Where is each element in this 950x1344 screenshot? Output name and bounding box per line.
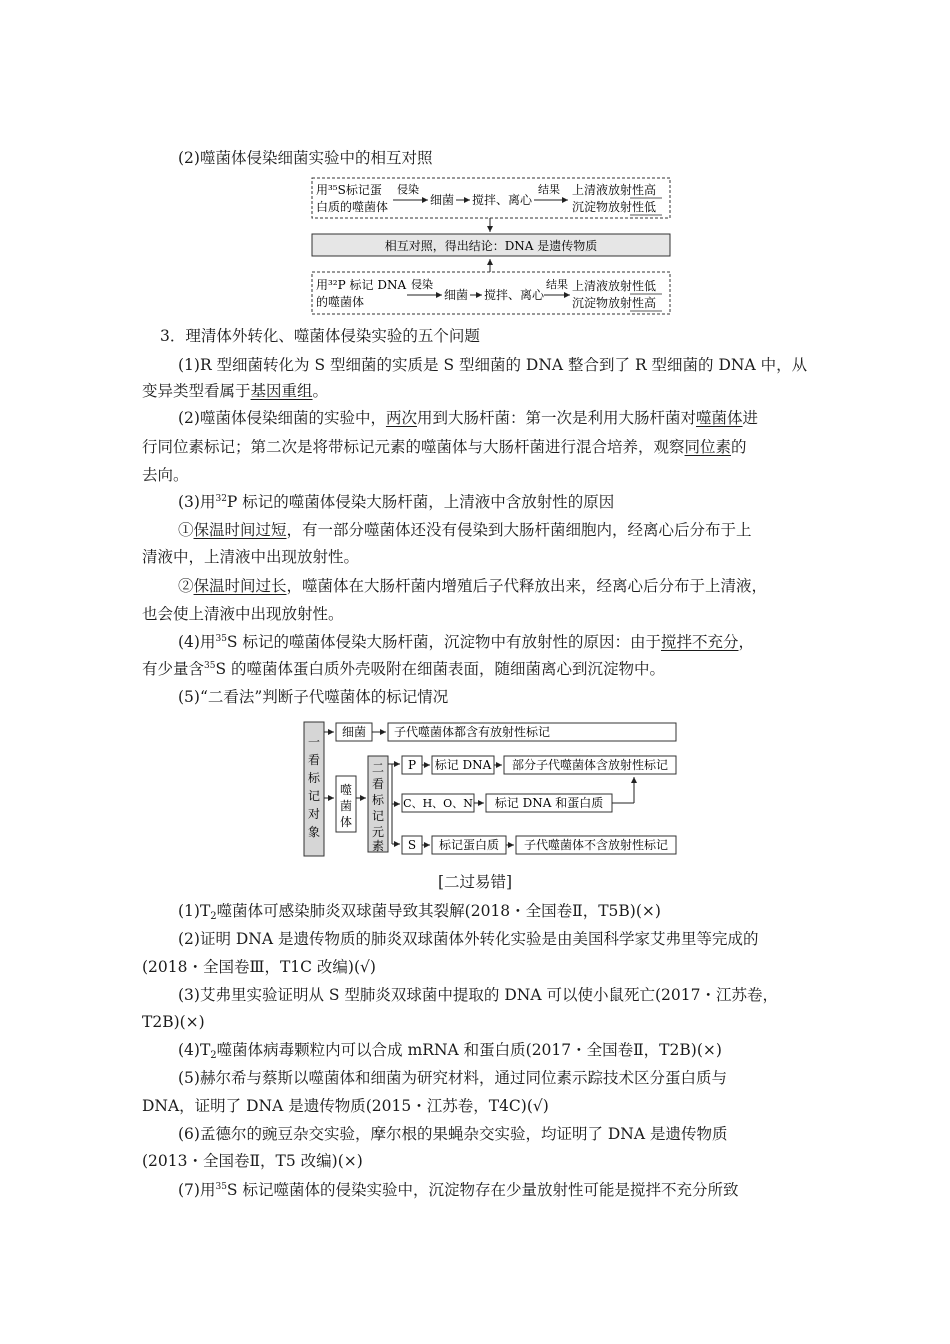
p3-item2-a: ②保温时间过长，噬菌体在大肠杆菌内增殖后子代释放出来，经离心后分布于上清液， <box>178 577 768 595</box>
top-result: 结果 <box>538 183 560 196</box>
svg-text:看: 看 <box>307 753 321 767</box>
bot-result: 结果 <box>546 278 568 291</box>
p3-item1-b: 清液中，上清液中出现放射性。 <box>142 548 360 566</box>
svg-text:噬: 噬 <box>339 783 353 797</box>
p-text: P <box>407 758 417 772</box>
bot-bacteria: 细菌 <box>444 288 469 302</box>
chon-text: C、H、O、N <box>403 797 473 810</box>
p3-item2-b: 也会使上清液中出现放射性。 <box>142 605 344 623</box>
svg-text:对: 对 <box>307 807 321 821</box>
p2-line-b: 行同位素标记；第二次是将带标记元素的噬菌体与大肠杆菌进行混合培养，观察同位素的 <box>142 438 747 456</box>
svg-text:一: 一 <box>307 735 321 749</box>
svg-text:素: 素 <box>371 839 385 853</box>
svg-text:记: 记 <box>307 789 321 803</box>
svg-text:体: 体 <box>339 815 353 829</box>
top-stir: 搅拌、离心 <box>472 193 533 207</box>
bot-stir: 搅拌、离心 <box>484 288 545 302</box>
bot-label-1: 用³²P 标记 DNA <box>316 278 407 292</box>
svg-text:二: 二 <box>371 761 385 775</box>
p3-item1-a: ①保温时间过短，有一部分噬菌体还没有侵染到大肠杆菌细胞内，经离心后分布于上 <box>178 521 752 539</box>
error-3-a: (3)艾弗里实验证明从 S 型肺炎双球菌中提取的 DNA 可以使小鼠死亡(2017・江苏卷， <box>178 986 778 1004</box>
p-result-text: 部分子代噬菌体含放射性标记 <box>511 758 669 772</box>
error-2-b: (2018・全国卷Ⅲ，T1C 改编)(√) <box>142 958 376 976</box>
top-label-2: 白质的噬菌体 <box>316 200 389 214</box>
label-protein-text: 标记蛋白质 <box>438 838 500 852</box>
p3-head: (3)用$^{32}$P 标记的噬菌体侵染大肠杆菌，上清液中含放射性的原因 <box>178 493 615 511</box>
top-label-1: 用³⁵S标记蛋 <box>316 183 382 197</box>
svg-text:标: 标 <box>371 793 385 807</box>
p4-line-b: 有少量含$^{35}$S 的噬菌体蛋白质外壳吸附在细菌表面，随细菌离心到沉淀物中。 <box>142 660 666 678</box>
p2-line-a: (2)噬菌体侵染细菌的实验中，两次用到大肠杆菌：第一次是利用大肠杆菌对噬菌体进 <box>178 409 759 427</box>
bot-label-2: 的噬菌体 <box>316 295 365 309</box>
p4-line-a: (4)用$^{35}$S 标记的噬菌体侵染大肠杆菌，沉淀物中有放射性的原因：由于搅拌不充分， <box>178 633 755 651</box>
error-3-b: T2B)(×) <box>142 1013 205 1031</box>
p1-line-a: (1)R 型细菌转化为 S 型细菌的实质是 S 型细菌的 DNA 整合到了 R 型细菌的 DNA 中，从 <box>178 356 808 374</box>
top-out-2: 沉淀物放射性低 <box>572 200 657 214</box>
p1-line-b: 变异类型看属于基因重组。 <box>142 382 329 400</box>
two-look-diagram <box>302 718 686 860</box>
conclusion-text: 相互对照，得出结论：DNA 是遗传物质 <box>384 239 598 253</box>
top-bacteria: 细菌 <box>430 193 455 207</box>
svg-text:菌: 菌 <box>339 799 353 813</box>
label-dna-text: 标记 DNA <box>434 758 492 772</box>
section3-heading: 3．理清体外转化、噬菌体侵染实验的五个问题 <box>160 327 480 345</box>
top-infect: 侵染 <box>397 183 419 196</box>
svg-text:看: 看 <box>371 777 385 791</box>
error-6-b: (2013・全国卷Ⅱ，T5 改编)(×) <box>142 1152 363 1170</box>
p5-heading: (5)“二看法”判断子代噬菌体的标记情况 <box>178 688 449 706</box>
p2-line-c: 去向。 <box>142 466 189 484</box>
mutual-control-diagram <box>300 176 680 318</box>
svg-text:元: 元 <box>371 825 385 839</box>
svg-text:象: 象 <box>307 825 321 839</box>
bot-out-1: 上清液放射性低 <box>572 279 657 293</box>
label-dna-protein-text: 标记 DNA 和蛋白质 <box>494 796 604 810</box>
error-1: $(1)T_2$噬菌体可感染肺炎双球菌导致其裂解(2018・全国卷Ⅱ，T5B)(×) <box>178 902 661 922</box>
error-4: $(4)T_2$噬菌体病毒颗粒内可以合成 mRNA 和蛋白质(2017・全国卷Ⅱ，T2B)(×) <box>178 1041 722 1061</box>
bacteria-text: 细菌 <box>341 725 367 739</box>
svg-text:标: 标 <box>307 771 321 785</box>
bacteria-result-text: 子代噬菌体都含有放射性标记 <box>394 725 551 739</box>
s-text: S <box>407 838 417 852</box>
error-5-a: (5)赫尔希与蔡斯以噬菌体和细菌为研究材料，通过同位素示踪技术区分蛋白质与 <box>178 1069 727 1087</box>
svg-text:记: 记 <box>371 809 385 823</box>
error-7: (7)用$^{35}$S 标记噬菌体的侵染实验中，沉淀物存在少量放射性可能是搅拌不充分所致 <box>178 1181 739 1199</box>
error-6-a: (6)孟德尔的豌豆杂交实验，摩尔根的果蝇杂交实验，均证明了 DNA 是遗传物质 <box>178 1125 728 1143</box>
error-5-b: DNA，证明了 DNA 是遗传物质(2015・江苏卷，T4C)(√) <box>142 1097 549 1115</box>
subsection-heading: [二过易错] <box>437 873 513 891</box>
top-out-1: 上清液放射性高 <box>572 183 657 197</box>
s-result-text: 子代噬菌体不含放射性标记 <box>523 838 669 852</box>
section-heading: (2)噬菌体侵染细菌实验中的相互对照 <box>178 149 433 167</box>
error-2-a: (2)证明 DNA 是遗传物质的肺炎双球菌体外转化实验是由美国科学家艾弗里等完成的 <box>178 930 759 948</box>
bot-out-2: 沉淀物放射性高 <box>572 296 657 310</box>
bot-infect: 侵染 <box>411 278 433 291</box>
